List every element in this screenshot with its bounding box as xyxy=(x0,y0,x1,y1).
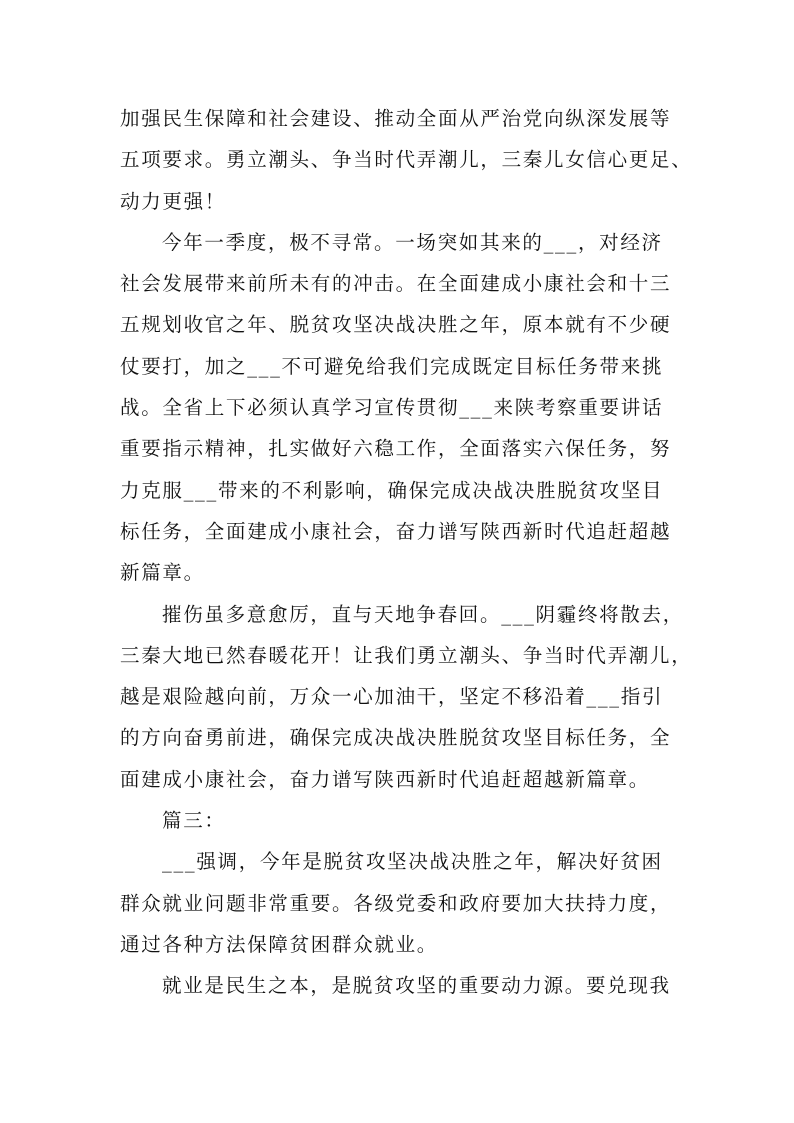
paragraph-start-line: 今年一季度，极不寻常。一场突如其来的___，对经济 xyxy=(162,230,663,254)
paragraph-start-line: 就业是民生之本，是脱贫攻坚的重要动力源。要兑现我 xyxy=(162,974,671,998)
text-line: 动力更强！ xyxy=(120,189,227,213)
text-line: 通过各种方法保障贫困群众就业。 xyxy=(120,932,439,956)
text-line: 群众就业问题非常重要。各级党委和政府要加大扶持力度， xyxy=(120,891,672,915)
text-line: 三秦大地已然春暖花开！让我们勇立潮头、争当时代弄潮儿， xyxy=(120,643,693,667)
text-line: 加强民生保障和社会建设、推动全面从严治党向纵深发展等 xyxy=(120,107,672,130)
paragraph-start-line: 摧伤虽多意愈厉，直与天地争春回。___阴霾终将散去， xyxy=(162,602,684,626)
text-line: 标任务，全面建成小康社会，奋力谱写陕西新时代追赶超越 xyxy=(120,519,672,543)
text-line: 的方向奋勇前进，确保完成决战决胜脱贫攻坚目标任务，全 xyxy=(120,726,672,750)
text-line: 新篇章。 xyxy=(120,561,205,585)
text-line: 五项要求。勇立潮头、争当时代弄潮儿，三秦儿女信心更足、 xyxy=(120,148,693,172)
paragraph-start-line: ___强调，今年是脱贫攻坚决战决胜之年，解决好贫困 xyxy=(162,850,663,874)
text-line: 力克服___带来的不利影响，确保完成决战决胜脱贫攻坚目 xyxy=(120,478,664,502)
text-line: 重要指示精神，扎实做好六稳工作，全面落实六保任务，努 xyxy=(120,437,672,461)
section-heading: 篇三： xyxy=(162,809,226,833)
document-body xyxy=(120,98,693,1007)
text-line: 战。全省上下必须认真学习宣传贯彻___来陕考察重要讲话 xyxy=(120,396,664,420)
text-line: 面建成小康社会，奋力谱写陕西新时代追赶超越新篇章。 xyxy=(120,767,651,791)
text-line: 五规划收官之年、脱贫攻坚决战决胜之年，原本就有不少硬 xyxy=(120,313,672,337)
text-line: 仗要打，加之___不可避免给我们完成既定目标任务带来挑 xyxy=(120,354,664,378)
text-line: 越是艰险越向前，万众一心加油干，坚定不移沿着___指引 xyxy=(120,685,664,709)
text-line: 社会发展带来前所未有的冲击。在全面建成小康社会和十三 xyxy=(120,272,672,296)
